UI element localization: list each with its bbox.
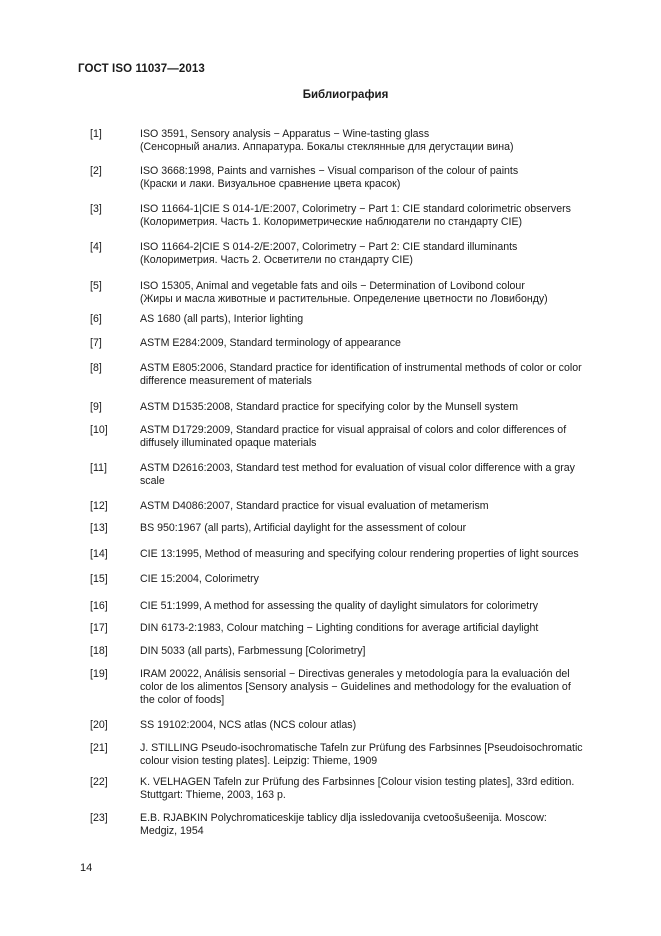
entry-text-line: Stuttgart: Thieme, 2003, 163 p. — [140, 788, 286, 801]
entry-number: [13] — [90, 522, 108, 534]
entry-text-line: ASTM D2616:2003, Standard test method for evaluation of visual color difference with a gray — [140, 462, 575, 474]
entry-number: [14] — [90, 548, 108, 560]
entry-text-line: (Сенсорный анализ. Аппаратура. Бокалы стеклянные для дегустации вина) — [140, 140, 514, 153]
entry-text-line: SS 19102:2004, NCS atlas (NCS colour atlas) — [140, 719, 357, 731]
entry-text — [140, 668, 605, 706]
entry-number: [16] — [90, 600, 108, 612]
entry-text-line: DIN 6173-2:1983, Colour matching − Lighting conditions for average artificial daylight — [140, 622, 539, 634]
entry-text-line: ISO 3668:1998, Paints and varnishes − Visual comparison of the colour of paints — [140, 165, 519, 177]
entry-text-line: Medgiz, 1954 — [140, 824, 204, 837]
entry-text-line: color de los alimentos [Sensory analysis − Guidelines and methodology for the evaluation of — [140, 680, 571, 693]
entry-text — [140, 313, 605, 326]
entry-number: [2] — [90, 165, 102, 177]
entry-text-line: ASTM D4086:2007, Standard practice for visual evaluation of metamerism — [140, 500, 489, 512]
entry-text-line: colour vision testing plates]. Leipzig: Thieme, 1909 — [140, 754, 378, 767]
entry-text-line: diffusely illuminated opaque materials — [140, 436, 317, 449]
entry-number: [5] — [90, 280, 102, 292]
entry-text — [140, 337, 605, 350]
entry-number: [6] — [90, 313, 102, 325]
entry-text — [140, 812, 605, 838]
entry-text — [140, 280, 605, 306]
entry-number: [3] — [90, 203, 102, 215]
entry-text-line: AS 1680 (all parts), Interior lighting — [140, 313, 304, 325]
entry-text — [140, 622, 605, 635]
entry-text — [140, 742, 605, 768]
entry-number: [18] — [90, 645, 108, 657]
entry-text-line: IRAM 20022, Análisis sensorial − Directivas generales y metodología para la evaluación del — [140, 668, 570, 680]
entry-number: [23] — [90, 812, 108, 824]
entry-number: [20] — [90, 719, 108, 731]
entry-text — [140, 776, 605, 802]
entry-text-line: J. STILLING Pseudo-isochromatische Tafeln zur Prüfung des Farbsinnes [Pseudoisochromatic — [140, 742, 583, 754]
entry-text-line: (Жиры и масла животные и растительные. Определение цветности по Ловибонду) — [140, 292, 548, 305]
entry-text-line: ASTM D1535:2008, Standard practice for specifying color by the Munsell system — [140, 401, 519, 413]
page-title: Библиография — [302, 89, 389, 101]
entry-text — [140, 401, 605, 414]
entry-text — [140, 522, 605, 535]
entry-text-line: difference measurement of materials — [140, 374, 312, 387]
entry-text — [140, 424, 605, 450]
entry-text-line: (Краски и лаки. Визуальное сравнение цвета красок) — [140, 177, 401, 190]
entry-text — [140, 241, 605, 267]
entry-text-line: BS 950:1967 (all parts), Artificial daylight for the assessment of colour — [140, 522, 467, 534]
entry-number: [10] — [90, 424, 108, 436]
entry-text-line: ISO 11664-2|CIE S 014-2/E:2007, Colorimetry − Part 2: CIE standard illuminants — [140, 241, 518, 253]
entry-text-line: ISO 3591, Sensory analysis − Apparatus − Wine-tasting glass — [140, 128, 430, 140]
entry-text-line: ASTM E805:2006, Standard practice for identification of instrumental methods of color or color — [140, 362, 582, 374]
entry-number: [21] — [90, 742, 108, 754]
entry-text — [140, 362, 605, 388]
entry-text — [140, 165, 605, 191]
entry-text-line: ISO 15305, Animal and vegetable fats and oils − Determination of Lovibond colour — [140, 280, 525, 292]
entry-text-line: CIE 51:1999, A method for assessing the quality of daylight simulators for colorimetry — [140, 600, 539, 612]
page-number: 14 — [80, 862, 93, 874]
entry-text — [140, 719, 605, 732]
entry-text — [140, 128, 605, 154]
entry-text — [140, 548, 605, 561]
entry-number: [7] — [90, 337, 102, 349]
entry-text — [140, 645, 605, 658]
entry-text-line: ASTM D1729:2009, Standard practice for visual appraisal of colors and color differences of — [140, 424, 567, 436]
entry-text-line: DIN 5033 (all parts), Farbmessung [Colorimetry] — [140, 645, 366, 657]
standard-code-header: ГОСТ ISO 11037—2013 — [78, 63, 205, 75]
entry-text-line: K. VELHAGEN Tafeln zur Prüfung des Farbsinnes [Colour vision testing plates], 33rd edition. — [140, 776, 575, 788]
entry-number: [1] — [90, 128, 102, 140]
entry-number: [17] — [90, 622, 108, 634]
entry-text — [140, 500, 605, 513]
entry-number: [15] — [90, 573, 108, 585]
entry-number: [22] — [90, 776, 108, 788]
entry-text-line: scale — [140, 474, 165, 487]
entry-number: [19] — [90, 668, 108, 680]
entry-text-line: ISO 11664-1|CIE S 014-1/E:2007, Colorimetry − Part 1: CIE standard colorimetric observers — [140, 203, 571, 215]
entry-text-line: E.B. RJABKIN Polychromaticeskije tablicy dlja issledovanija cvetoošušeenija. Moscow: — [140, 812, 547, 824]
entry-text-line: (Колориметрия. Часть 2. Осветители по стандарту CIE) — [140, 253, 413, 266]
entry-text-line: CIE 13:1995, Method of measuring and specifying colour rendering properties of light sources — [140, 548, 579, 560]
entry-number: [9] — [90, 401, 102, 413]
entry-number: [8] — [90, 362, 102, 374]
entry-number: [12] — [90, 500, 108, 512]
entry-text-line: ASTM E284:2009, Standard terminology of appearance — [140, 337, 401, 349]
entry-text — [140, 203, 605, 229]
entry-text — [140, 600, 605, 613]
entry-text — [140, 462, 605, 488]
entry-number: [4] — [90, 241, 102, 253]
entry-number: [11] — [90, 462, 107, 474]
entry-text-line: (Колориметрия. Часть 1. Колориметрические наблюдатели по стандарту CIE) — [140, 215, 523, 228]
entry-text-line: CIE 15:2004, Colorimetry — [140, 573, 259, 585]
entry-text — [140, 573, 605, 586]
entry-text-line: the color of foods] — [140, 693, 225, 706]
